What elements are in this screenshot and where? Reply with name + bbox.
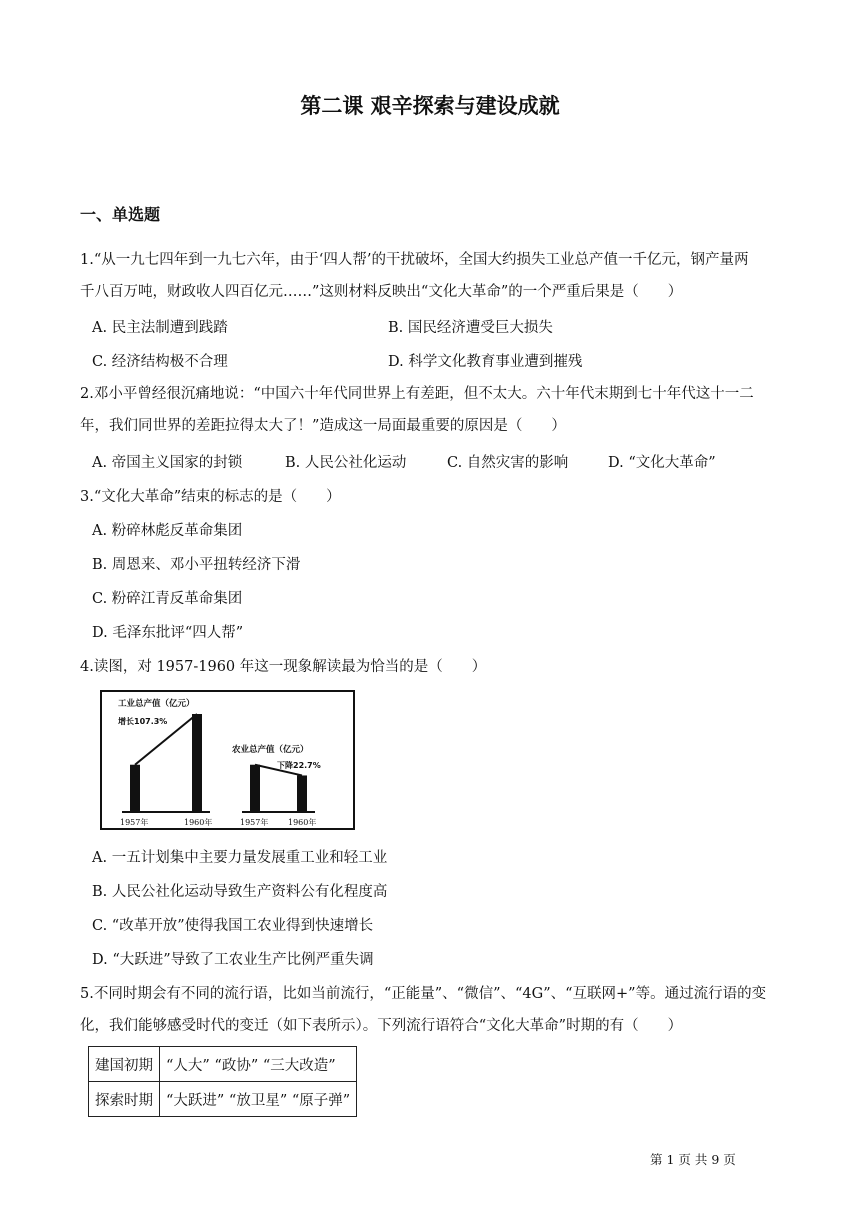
- question-5-stem: [80, 978, 780, 1042]
- question-2-stem: [80, 378, 780, 442]
- chart-panel-title: 工业总产值（亿元）: [118, 699, 195, 709]
- q4-option-b[interactable]: B. 人民公社化运动导致生产资料公有化程度高: [92, 884, 388, 900]
- question-2-line-1: 2.邓小平曾经很沉痛地说：“中国六十年代同世界上有差距，但不太大。六十年代末期到七十年代这十一二: [80, 386, 754, 402]
- chart-bar: [297, 775, 307, 812]
- table-row: [89, 1047, 357, 1082]
- catchphrase-table: [88, 1046, 357, 1117]
- q1-option-d[interactable]: D. 科学文化教育事业遭到摧残: [388, 354, 583, 370]
- q3-option-c[interactable]: C. 粉碎江青反革命集团: [92, 591, 243, 607]
- question-1-line-1: 1.“从一九七四年到一九七六年，由于‘四人帮’的干扰破坏，全国大约损失工业总产值一千亿元，钢产量两: [80, 252, 749, 268]
- table-cell-phrases: “人大” “政协” “三大改造”: [160, 1047, 357, 1082]
- q3-option-d[interactable]: D. 毛泽东批评“四人帮”: [92, 625, 244, 641]
- table-row: [89, 1082, 357, 1117]
- chart-bar: [250, 765, 260, 812]
- page-footer: 第 1 页 共 9 页: [650, 1152, 736, 1167]
- q4-option-d[interactable]: D. “大跃进”导致了工农业生产比例严重失调: [92, 952, 374, 968]
- q1-option-c[interactable]: C. 经济结构极不合理: [92, 354, 228, 370]
- q4-option-c[interactable]: C. “改革开放”使得我国工农业得到快速增长: [92, 918, 374, 934]
- chart-bar: [192, 714, 202, 812]
- question-1-stem: [80, 244, 780, 308]
- chart-tick-label: 1957年: [120, 818, 149, 827]
- question-3-stem: 3.“文化大革命”结束的标志的是（ ）: [80, 489, 341, 505]
- q4-option-a[interactable]: A. 一五计划集中主要力量发展重工业和轻工业: [92, 850, 388, 866]
- q2-option-a[interactable]: A. 帝国主义国家的封锁: [92, 455, 243, 471]
- page-title: 第二课 艰辛探索与建设成就: [300, 94, 560, 118]
- chart-tick-label: 1957年: [240, 818, 269, 827]
- question-5-line-2: 化，我们能够感受时代的变迁（如下表所示）。下列流行语符合“文化大革命”时期的有（ ）: [80, 1018, 683, 1034]
- q2-option-b[interactable]: B. 人民公社化运动: [285, 455, 407, 471]
- question-5-line-1: 5.不同时期会有不同的流行语，比如当前流行，“正能量”、“微信”、“4G”、“互联网+”等。通过流行语的变: [80, 986, 767, 1002]
- table-cell-period: 探索时期: [89, 1082, 160, 1117]
- chart-tick-label: 1960年: [288, 818, 317, 827]
- q1-option-a[interactable]: A. 民主法制遭到践踏: [92, 320, 228, 336]
- chart-tick-label: 1960年: [184, 818, 213, 827]
- production-bar-chart: [100, 690, 355, 830]
- question-2-line-2: 年，我们同世界的差距拉得太大了！”造成这一局面最重要的原因是（ ）: [80, 418, 566, 434]
- q2-option-c[interactable]: C. 自然灾害的影响: [447, 455, 569, 471]
- q3-option-a[interactable]: A. 粉碎林彪反革命集团: [92, 523, 243, 539]
- question-4-stem: 4.读图，对 1957-1960 年这一现象解读最为恰当的是（ ）: [80, 659, 487, 675]
- chart-panel-title: 农业总产值（亿元）: [232, 745, 309, 755]
- q2-option-d[interactable]: D. “文化大革命”: [608, 455, 716, 471]
- chart-annotation: 下降22.7%: [277, 761, 321, 770]
- q1-option-b[interactable]: B. 国民经济遭受巨大损失: [388, 320, 553, 336]
- q3-option-b[interactable]: B. 周恩来、邓小平扭转经济下滑: [92, 557, 301, 573]
- chart-annotation: 增长107.3%: [118, 717, 168, 726]
- section-heading: 一、单选题: [80, 205, 161, 224]
- table-cell-period: 建国初期: [89, 1047, 160, 1082]
- chart-bar: [130, 765, 140, 812]
- table-cell-phrases: “大跃进” “放卫星” “原子弹”: [160, 1082, 357, 1117]
- question-1-line-2: 千八百万吨，财政收人四百亿元……”这则材料反映出“文化大革命”的一个严重后果是（ ）: [80, 284, 683, 300]
